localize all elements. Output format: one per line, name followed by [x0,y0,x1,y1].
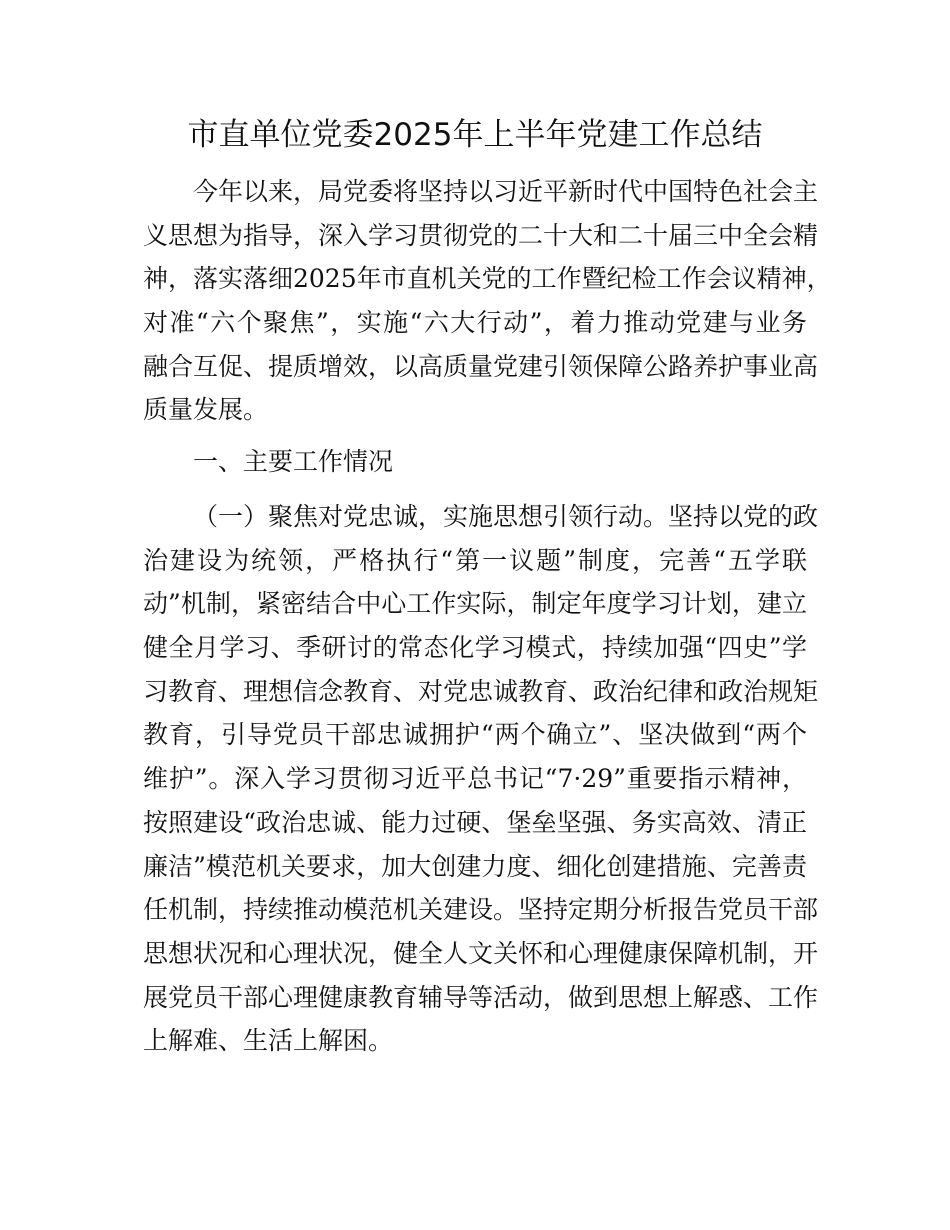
text-line: 展党员干部心理健康教育辅导等活动，做到思想上解惑、工作 [143,982,819,1012]
text-line: 上解难、生活上解困。 [143,1026,394,1056]
text-line: 习教育、理想信念教育、对党忠诚教育、政治纪律和政治规矩 [143,676,819,706]
text-line: 维护”。深入学习贯彻习近平总书记“7·29”重要指示精神， [143,764,807,794]
text-line: 任机制，持续推动模范机关建设。坚持定期分析报告党员干部 [143,895,819,925]
section-heading: 一、主要工作情况 [193,447,394,476]
text-line: 今年以来，局党委将坚持以习近平新时代中国特色社会主 [193,177,819,206]
text-line: 融合互促、提质增效，以高质量党建引领保障公路养护事业高 [143,351,819,381]
section-heading-block [143,440,807,484]
section1-paragraph [143,495,819,1063]
text-line: 对准“六个聚焦”，实施“六大行动”，着力推动党建与业务 [143,308,807,338]
text-line: 治建设为统领，严格执行“第一议题”制度，完善“五学联 [143,545,807,575]
text-line: 思想状况和心理状况，健全人文关怀和心理健康保障机制，开 [143,938,819,968]
text-line: 神，落实落细2025年市直机关党的工作暨纪检工作会议精神， [143,264,832,294]
text-line: 质量发展。 [143,395,269,425]
text-line: 按照建设“政治忠诚、能力过硬、堡垒坚强、务实高效、清正 [143,807,807,837]
text-line: 教育，引导党员干部忠诚拥护“两个确立”、坚决做到“两个 [143,720,807,750]
text-line: 廉洁”模范机关要求，加大创建力度、细化创建措施、完善责 [143,851,807,881]
text-line: （一）聚焦对党忠诚，实施思想引领行动。坚持以党的政 [193,502,819,531]
text-line: 义思想为指导，深入学习贯彻党的二十大和二十届三中全会精 [143,220,819,250]
text-line: 健全月学习、季研讨的常态化学习模式，持续加强“四史”学 [143,633,807,663]
text-line: 动”机制，紧密结合中心工作实际，制定年度学习计划，建立 [143,589,807,619]
intro-paragraph [143,170,832,432]
document-title: 市直单位党委2025年上半年党建工作总结 [187,117,763,153]
